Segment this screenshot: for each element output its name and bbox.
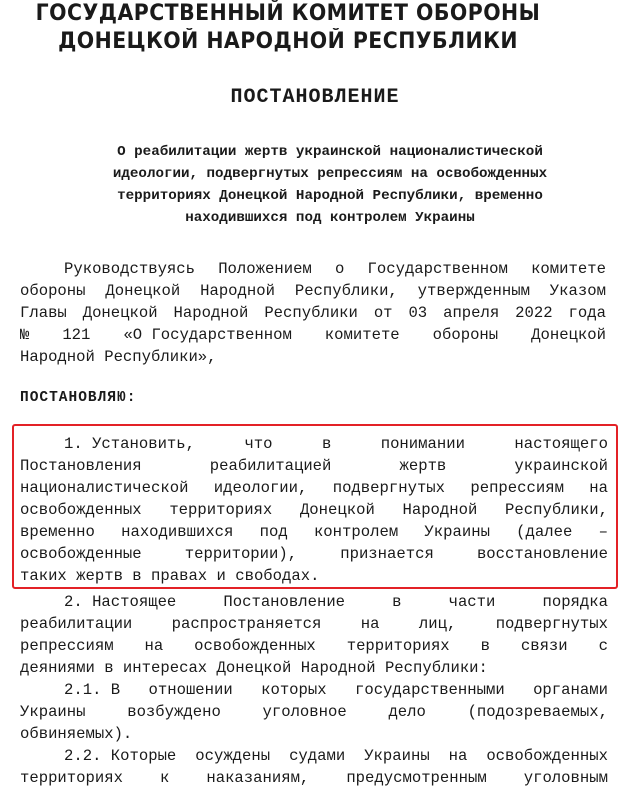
word: находившихся (121, 523, 234, 541)
word: комитете (531, 260, 606, 278)
word: к (159, 769, 170, 787)
text-line (20, 635, 608, 657)
text-line (20, 657, 608, 679)
word: предусмотренным (346, 769, 487, 787)
word: Постановления (20, 457, 142, 475)
document-subject (50, 141, 610, 229)
word: территориях (169, 501, 273, 519)
word: репрессиям (20, 637, 114, 655)
word: Республики, (505, 501, 608, 519)
word: которых (261, 681, 327, 699)
text-line (20, 679, 608, 701)
word: жертв (399, 457, 447, 475)
word: обороны (432, 326, 499, 344)
word: в (392, 593, 402, 611)
text-line (20, 455, 608, 477)
word: – (598, 523, 608, 541)
word: распространяется (171, 615, 322, 633)
word: Народной (200, 282, 275, 300)
word: на (144, 637, 164, 655)
clause-1 (20, 433, 608, 587)
word: 2. Настоящее (64, 593, 177, 611)
word: 2.1. В (64, 681, 121, 699)
decree-word: ПОСТАНОВЛЯЮ: (20, 390, 137, 406)
word: настоящего (514, 435, 608, 453)
word: Украины (364, 747, 430, 765)
word: восстановление (476, 545, 608, 563)
word: освобожденных (486, 747, 608, 765)
organization-name-line-1: ГОСУДАРСТВЕННЫЙ КОМИТЕТ ОБОРОНЫ (35, 1, 541, 26)
word: Украины (20, 703, 86, 721)
word: контролем (313, 523, 399, 541)
text-line (20, 521, 608, 543)
word: государственными (354, 681, 505, 699)
text-line (20, 767, 608, 789)
word: Руководствуясь (64, 260, 196, 278)
word: деяниями в интересах Донецкой Народной Республики: (20, 659, 488, 677)
word: на (360, 615, 380, 633)
subject-line: находившихся под контролем Украины (185, 210, 475, 226)
subject-line: территориях Донецкой Народной Республики, временно (117, 188, 543, 204)
word: 2.2. Которые (64, 747, 177, 765)
word: на (448, 747, 468, 765)
word: о (334, 260, 345, 278)
text-line (20, 477, 608, 499)
word: что (244, 435, 273, 453)
word: уголовным (523, 769, 608, 787)
word: на (589, 479, 608, 497)
word: Республики, (294, 282, 398, 300)
text-line (20, 433, 608, 455)
word: националистической (20, 479, 189, 497)
word: (подозреваемых, (467, 703, 608, 721)
word: территориях (20, 769, 123, 787)
word: 121 (62, 326, 91, 344)
word: территории), (184, 545, 298, 563)
word: Республики (264, 304, 358, 322)
text-line (20, 565, 608, 587)
word: осуждены (195, 747, 271, 765)
word: Донецкой (105, 282, 181, 300)
word: украинской (514, 457, 608, 475)
word: реабилитации (20, 615, 133, 633)
word: в (321, 435, 332, 453)
text-line (20, 613, 608, 635)
clause-2 (20, 591, 608, 789)
word: комитете (324, 326, 400, 344)
document-type-text: ПОСТАНОВЛЕНИЕ (230, 86, 400, 109)
word: отношении (148, 681, 233, 699)
word: освобожденных (20, 501, 142, 519)
word: уголовное (262, 703, 347, 721)
word: Положением (218, 260, 312, 278)
word: Украины (424, 523, 490, 541)
text-line (20, 280, 606, 302)
word: № (20, 326, 30, 344)
word: в (480, 637, 490, 655)
word: с (598, 637, 608, 655)
word: репрессиям (470, 479, 564, 497)
word: Народной (402, 501, 478, 519)
word: подвергнутых (495, 615, 608, 633)
word: реабилитацией (209, 457, 332, 475)
word: обороны (20, 282, 86, 300)
word: Главы (20, 304, 67, 322)
word: органами (533, 681, 608, 699)
word: обвиняемых). (20, 725, 133, 743)
word: Донецкой (299, 501, 375, 519)
word: судами (289, 747, 346, 765)
organization-name-line-2: ДОНЕЦКОЙ НАРОДНОЙ РЕСПУБЛИКИ (58, 29, 518, 54)
word: Народной Республики», (20, 348, 217, 366)
word: Донецкой (82, 304, 158, 322)
word: понимании (380, 435, 465, 453)
word: лиц, (418, 615, 457, 633)
word: временно (20, 523, 95, 541)
word: части (448, 593, 496, 611)
word: Постановление (223, 593, 346, 611)
word: освобожденные (20, 545, 142, 563)
word: идеологии, (213, 479, 308, 497)
word: 2022 (515, 304, 553, 322)
word: 03 (408, 304, 428, 322)
word: года (568, 304, 606, 322)
text-line (20, 346, 606, 368)
word: Государственном (367, 260, 508, 278)
text-line (20, 302, 606, 324)
text-line (20, 258, 606, 280)
word: признается (340, 545, 434, 563)
word: Донецкой (531, 326, 606, 344)
word: возбуждено (127, 703, 221, 721)
text-line (20, 591, 608, 613)
word: подвергнутых (332, 479, 446, 497)
word: связи (520, 637, 568, 655)
word: от (373, 304, 393, 322)
text-line (20, 745, 608, 767)
document-type-title (0, 86, 624, 109)
text-line (20, 723, 608, 745)
word: порядка (542, 593, 608, 611)
word: Указом (549, 282, 606, 300)
word: под (259, 523, 288, 541)
word: дело (388, 703, 426, 721)
preamble-paragraph (20, 258, 606, 368)
word: (далее (516, 523, 573, 541)
word: апреля (443, 304, 500, 322)
text-line (20, 701, 608, 723)
word: освобожденных (194, 637, 316, 655)
text-line (20, 499, 608, 521)
word: утвержденным (417, 282, 530, 300)
subject-line: О реабилитации жертв украинской националистической (117, 144, 543, 160)
word: 1. Установить, (64, 435, 196, 453)
word: наказаниям, (206, 769, 310, 787)
text-line (20, 543, 608, 565)
word: территориях (346, 637, 450, 655)
word: Народной (173, 304, 249, 322)
subject-line: идеологии, подвергнутых репрессиям на освобожденных (112, 166, 548, 182)
word: таких жертв в правах и свободах. (20, 567, 320, 585)
text-line (20, 324, 606, 346)
word: «О Государственном (123, 326, 292, 344)
